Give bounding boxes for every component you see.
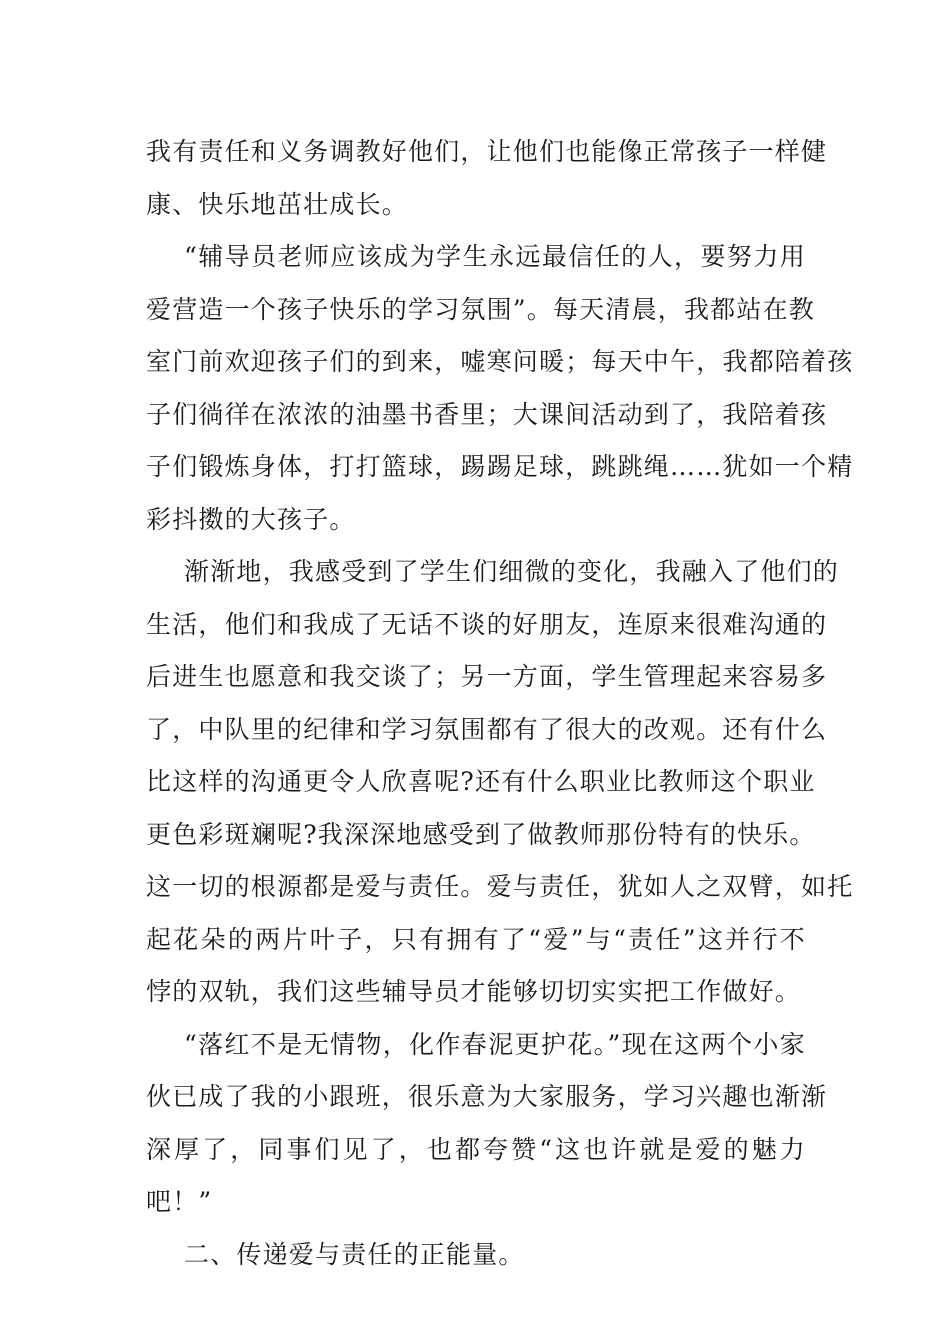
text-line: 康、快乐地茁壮成长。 [146,189,409,219]
text-line: 渐渐地，我感受到了学生们细微的变化，我融入了他们的 [184,557,840,586]
paragraph [146,546,854,1019]
text-line: 生活，他们和我成了无话不谈的好朋友，连原来很难沟通的 [146,609,828,639]
text-line: 吧！” [146,1187,213,1216]
text-line: 这一切的根源都是爱与责任。爱与责任，犹如人之双臂，如托 [146,872,854,901]
text-line: 伙已成了我的小跟班，很乐意为大家服务，学习兴趣也渐渐 [146,1082,828,1111]
text-line: 子们徜徉在浓浓的油墨书香里；大课间活动到了，我陪着孩 [146,399,828,429]
text-line: 比这样的沟通更令人欣喜呢?还有什么职业比教师这个职业 [146,767,816,796]
text-line: 了，中队里的纪律和学习氛围都有了很大的改观。还有什么 [146,714,828,744]
paragraph [146,1019,828,1229]
paragraph [146,231,854,546]
text-line: 起花朵的两片叶子，只有拥有了“爱”与“责任”这并行不 [146,924,806,954]
text-line: 二、传递爱与责任的正能量。 [184,1239,525,1269]
text-line: 子们锻炼身体，打打篮球，踢踢足球，跳跳绳……犹如一个精 [146,452,854,481]
text-line: “落红不是无情物，化作春泥更护花。”现在这两个小家 [184,1029,806,1059]
document-page [146,126,854,1281]
text-line: 悖的双轨，我们这些辅导员才能够切切实实把工作做好。 [146,977,802,1006]
text-line: 彩抖擞的大孩子。 [146,504,356,534]
paragraph [146,126,828,231]
text-line: 我有责任和义务调教好他们，让他们也能像正常孩子一样健 [146,137,828,166]
text-line: 爱营造一个孩子快乐的学习氛围”。每天清晨，我都站在教 [146,294,815,324]
text-line: “辅导员老师应该成为学生永远最信任的人，要努力用 [184,242,806,271]
text-line: 更色彩斑斓呢?我深深地感受到了做教师那份特有的快乐。 [146,819,816,849]
text-line: 后进生也愿意和我交谈了；另一方面，学生管理起来容易多 [146,662,828,691]
text-line: 室门前欢迎孩子们的到来，嘘寒问暖；每天中午，我都陪着孩 [146,347,854,376]
section-heading [146,1229,806,1282]
text-line: 深厚了，同事们见了，也都夸赞“这也许就是爱的魅力 [146,1134,806,1164]
